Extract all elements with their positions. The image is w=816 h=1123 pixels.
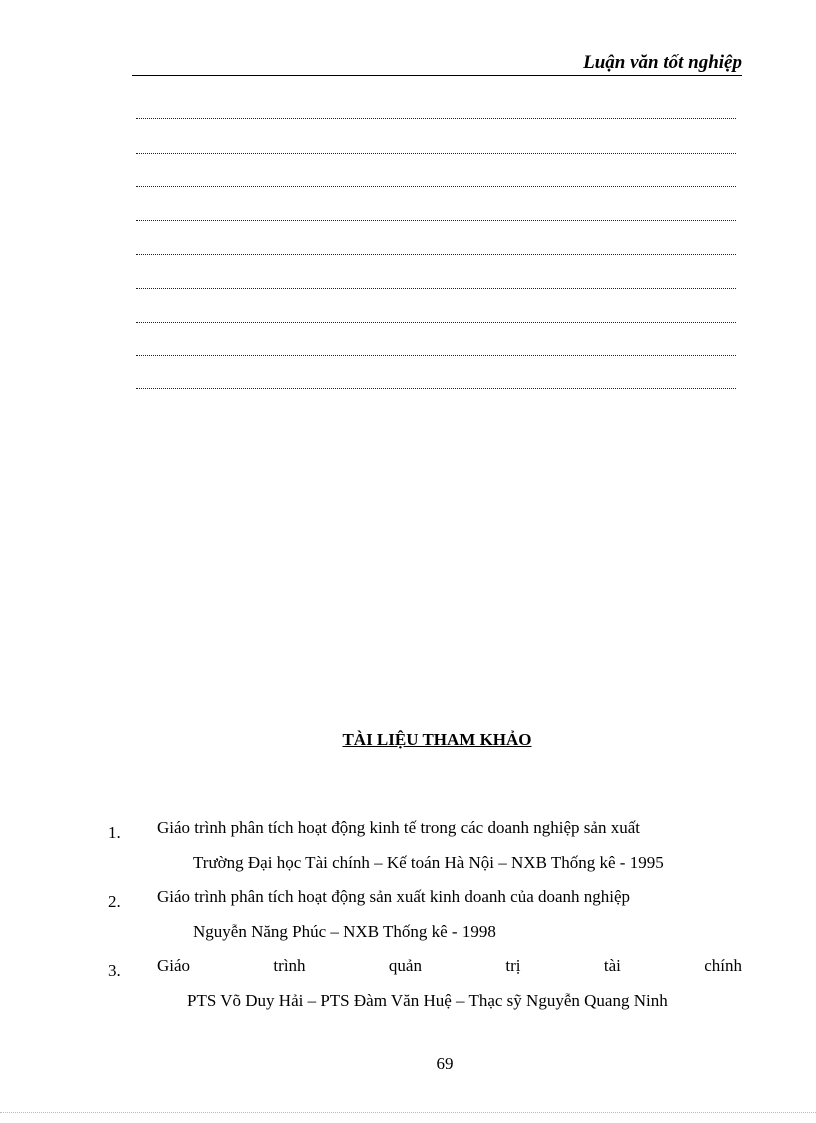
dotted-line — [136, 288, 736, 289]
dotted-line — [136, 254, 736, 255]
references-heading: TÀI LIỆU THAM KHẢO — [342, 730, 532, 749]
reference-title: Giáo trình phân tích hoạt động kinh tế trong các doanh nghiệp sản xuất — [157, 818, 640, 837]
running-header: Luận văn tốt nghiệp — [583, 52, 742, 73]
reference-number: 3. — [108, 961, 121, 980]
reference-title: Giáo trình quản trị tài chính — [157, 956, 742, 975]
dotted-line — [136, 153, 736, 154]
dotted-line — [136, 355, 736, 356]
reference-source: PTS Võ Duy Hải – PTS Đàm Văn Huệ – Thạc sỹ Nguyễn Quang Ninh — [187, 991, 668, 1010]
dotted-line — [136, 388, 736, 389]
reference-title: Giáo trình phân tích hoạt động sản xuất kinh doanh của doanh nghiệp — [157, 887, 631, 906]
reference-number: 1. — [108, 823, 121, 842]
reference-source: Trường Đại học Tài chính – Kế toán Hà Nội – NXB Thống kê - 1995 — [193, 853, 664, 872]
page-number: 69 — [436, 1054, 454, 1073]
dotted-line — [136, 322, 736, 323]
reference-number: 2. — [108, 892, 121, 911]
dotted-line — [136, 118, 736, 119]
reference-source: Nguyễn Năng Phúc – NXB Thống kê - 1998 — [193, 922, 496, 941]
dotted-line — [136, 220, 736, 221]
dotted-line — [136, 186, 736, 187]
header-rule — [132, 75, 742, 76]
footer-rule — [0, 1112, 816, 1113]
